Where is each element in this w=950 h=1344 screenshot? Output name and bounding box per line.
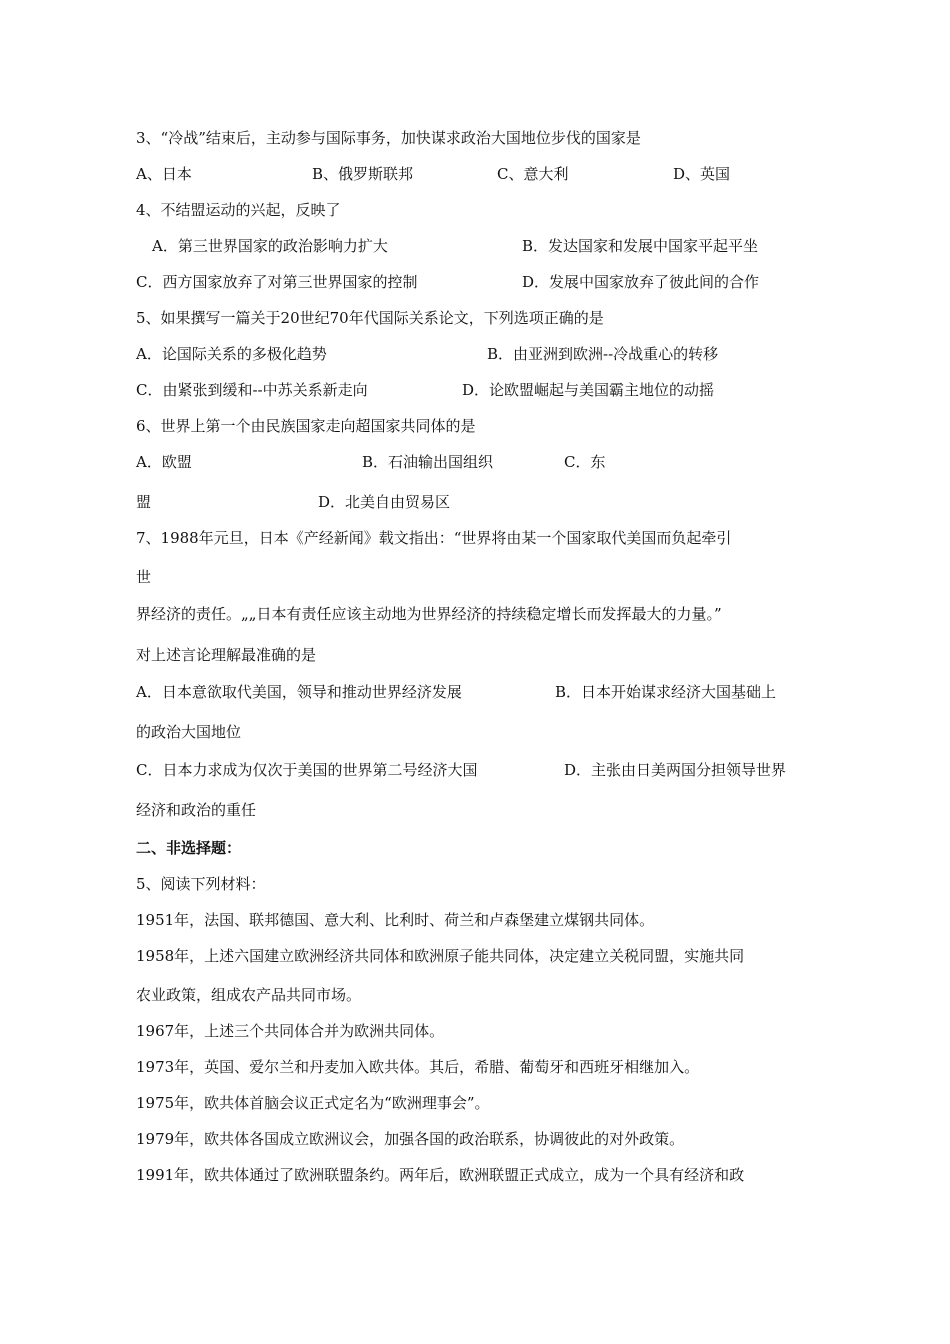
question-7-option-d-continued: 经济和政治的重任 <box>136 801 257 819</box>
question-7-option-a: A．日本意欲取代美国，领导和推动世界经济发展 <box>136 683 462 701</box>
question-6-option-b: B．石油输出国组织 <box>362 453 494 471</box>
question-7-option-b-continued: 的政治大国地位 <box>136 723 242 741</box>
question-6-option-d: D．北美自由贸易区 <box>318 493 451 511</box>
section-2-question-5-stem: 5、阅读下列材料： <box>136 875 266 893</box>
question-4-option-b: B．发达国家和发展中国家平起平坐 <box>522 237 759 255</box>
question-7-stem-line-1: 7、1988年元旦，日本《产经新闻》载文指出：“世界将由某一个国家取代美国而负起牵引 <box>136 529 732 547</box>
question-6-option-a: A．欧盟 <box>136 453 192 471</box>
question-3-option-b: B、俄罗斯联邦 <box>312 165 414 183</box>
question-5-option-d: D．论欧盟崛起与美国霸主地位的动摇 <box>462 381 715 399</box>
question-6-option-c: C．东 <box>564 453 606 471</box>
question-4-option-c: C．西方国家放弃了对第三世界国家的控制 <box>136 273 418 291</box>
question-3-option-a: A、日本 <box>136 165 192 183</box>
question-5-option-b: B．由亚洲到欧洲--冷战重心的转移 <box>487 345 719 363</box>
material-1958-line-1: 1958年，上述六国建立欧洲经济共同体和欧洲原子能共同体，决定建立关税同盟，实施共同 <box>136 947 745 965</box>
question-7-option-d: D．主张由日美两国分担领导世界 <box>564 761 787 779</box>
material-1951: 1951年，法国、联邦德国、意大利、比利时、荷兰和卢森堡建立煤钢共同体。 <box>136 911 655 929</box>
question-3-option-c: C、意大利 <box>497 165 569 183</box>
question-7-option-b: B．日本开始谋求经济大国基础上 <box>555 683 777 701</box>
question-7-option-c: C．日本力求成为仅次于美国的世界第二号经济大国 <box>136 761 478 779</box>
question-4-option-d: D．发展中国家放弃了彼此间的合作 <box>522 273 760 291</box>
question-7-stem-line-3: 界经济的责任。„„日本有责任应该主动地为世界经济的持续稳定增长而发挥最大的力量。” <box>136 605 722 623</box>
question-3-stem: 3、“冷战”结束后，主动参与国际事务，加快谋求政治大国地位步伐的国家是 <box>136 129 641 147</box>
material-1973: 1973年，英国、爱尔兰和丹麦加入欧共体。其后，希腊、葡萄牙和西班牙相继加入。 <box>136 1058 700 1076</box>
material-1958-line-2: 农业政策，组成农产品共同市场。 <box>136 986 362 1004</box>
question-6-option-c-continued: 盟 <box>136 493 152 511</box>
material-1991: 1991年，欧共体通过了欧洲联盟条约。两年后，欧洲联盟正式成立，成为一个具有经济和政 <box>136 1166 745 1184</box>
material-1975: 1975年，欧共体首脑会议正式定名为“欧洲理事会”。 <box>136 1094 490 1112</box>
question-4-option-a: A．第三世界国家的政治影响力扩大 <box>152 237 388 255</box>
question-5-option-a: A．论国际关系的多极化趋势 <box>136 345 327 363</box>
question-5-stem: 5、如果撰写一篇关于20世纪70年代国际关系论文，下列选项正确的是 <box>136 309 604 327</box>
question-7-stem-line-4: 对上述言论理解最准确的是 <box>136 646 317 664</box>
material-1979: 1979年，欧共体各国成立欧洲议会，加强各国的政治联系，协调彼此的对外政策。 <box>136 1130 685 1148</box>
question-4-stem: 4、不结盟运动的兴起，反映了 <box>136 201 341 219</box>
question-3-option-d: D、英国 <box>673 165 731 183</box>
material-1967: 1967年，上述三个共同体合并为欧洲共同体。 <box>136 1022 445 1040</box>
question-6-stem: 6、世界上第一个由民族国家走向超国家共同体的是 <box>136 417 476 435</box>
section-2-title: 二、非选择题： <box>136 839 242 857</box>
question-5-option-c: C．由紧张到缓和--中苏关系新走向 <box>136 381 368 399</box>
question-7-stem-line-2: 世 <box>136 568 152 586</box>
